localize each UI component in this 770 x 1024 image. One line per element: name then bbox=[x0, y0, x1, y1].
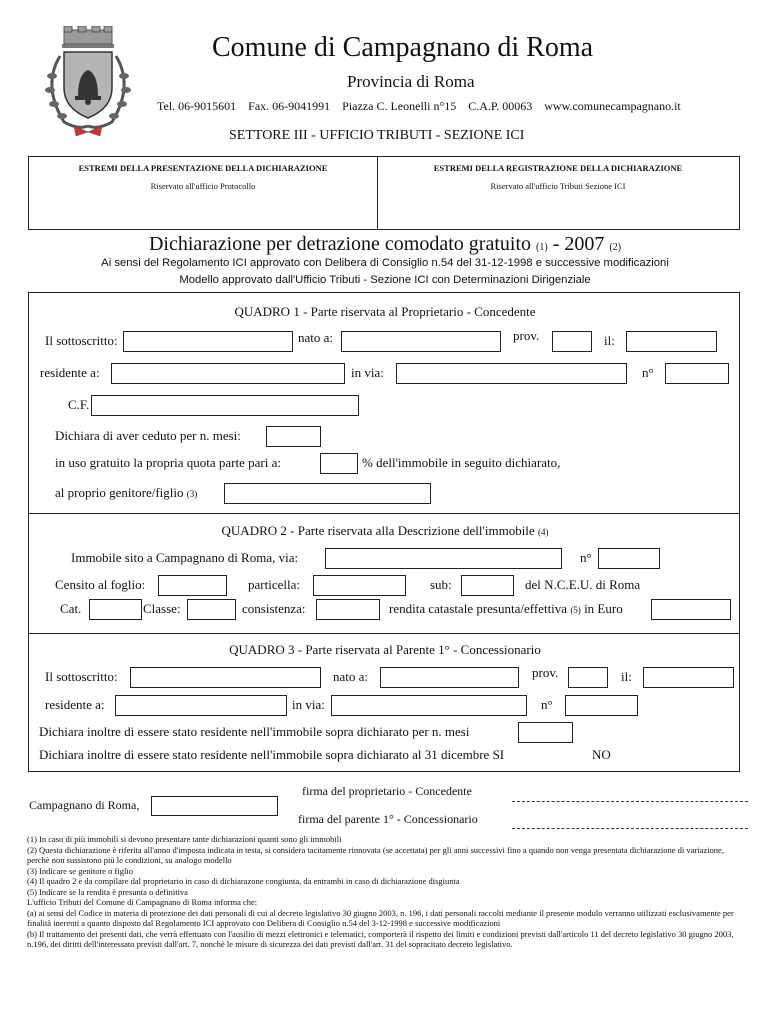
q1-cf-input[interactable] bbox=[91, 395, 359, 416]
q3-prov-input[interactable] bbox=[568, 667, 608, 688]
footnote-4: (4) Il quadro 2 e da compilare dal proprietario in caso di dichiarazone congiunta, da entrambi in caso di dichiarazione disgiunta bbox=[27, 876, 460, 886]
privacy-intro: L'ufficio Tributi del Comune di Campagnano di Roma informa che: bbox=[27, 897, 258, 907]
q3-residente-input[interactable] bbox=[115, 695, 287, 716]
q3-via-input[interactable] bbox=[331, 695, 527, 716]
q1-prov-label: prov. bbox=[513, 328, 540, 343]
contacts-line: Tel. 06-9015601 Fax. 06-9041991 Piazza C. Leonelli n°15 C.A.P. 00063 www.comunecampagnano.it bbox=[157, 99, 681, 113]
q2-euro-text: in Euro bbox=[584, 601, 623, 616]
q3-sottoscritto-input[interactable] bbox=[130, 667, 321, 688]
q2-sito-label: Immobile sito a Campagnano di Roma, via: bbox=[71, 550, 299, 565]
q3-il-label: il: bbox=[621, 669, 632, 684]
q1-il-label: il: bbox=[604, 333, 615, 348]
privacy-a: (a) ai sensi del Codice in materia di protezione dei dati personali di cui al decreto legislativo 30 giugno 2003, n. 196, i dati personali raccolti mediante il presente modulo verranno utilizzati esclusivamente per finalità inerenti a quanto disposto dal Regolamento ICI approvato con Delibera di Consiglio n.54 del 3-12-1998 e successive modificazioni bbox=[27, 907, 734, 928]
q1-nato-label: nato a: bbox=[298, 330, 334, 345]
q1-n-input[interactable] bbox=[665, 363, 729, 384]
quadro2-title-text: QUADRO 2 - Parte riservata alla Descrizione dell'immobile bbox=[221, 523, 535, 538]
q2-rendita-input[interactable] bbox=[651, 599, 731, 620]
q3-no-label: NO bbox=[592, 747, 611, 762]
q2-particella-label: particella: bbox=[248, 577, 300, 592]
q2-rendita-text: rendita catastale presunta/effettiva bbox=[389, 601, 568, 616]
q2-cat-label: Cat. bbox=[60, 601, 82, 616]
title-text: Dichiarazione per detrazione comodato gratuito bbox=[148, 233, 532, 255]
q1-sottoscritto-label: Il sottoscritto: bbox=[45, 333, 118, 348]
q1-via-label: in via: bbox=[351, 365, 384, 380]
reserved-divider bbox=[377, 156, 378, 230]
q1-mesi-input[interactable] bbox=[266, 426, 321, 447]
quadro-divider-1 bbox=[28, 513, 740, 514]
reserved-left-title: ESTREMI DELLA PRESENTAZIONE DELLA DICHIARAZIONE bbox=[78, 163, 328, 173]
reserved-left-sub: Riservato all'ufficio Protocollo bbox=[150, 181, 256, 191]
q1-genitore-text: al proprio genitore/figlio bbox=[55, 485, 184, 500]
title-year: - 2007 bbox=[552, 233, 605, 255]
q3-nato-label: nato a: bbox=[333, 669, 369, 684]
q2-classe-label: Classe: bbox=[143, 601, 181, 616]
q1-uso-label: in uso gratuito la propria quota parte pari a: bbox=[55, 455, 281, 470]
q3-dicembre-label: Dichiara inoltre di essere stato residente nell'immobile sopra dichiarato al 31 dicembre SI bbox=[39, 747, 505, 762]
q2-n-input[interactable] bbox=[598, 548, 660, 569]
q1-prov-input[interactable] bbox=[552, 331, 592, 352]
q2-particella-input[interactable] bbox=[313, 575, 406, 596]
q2-n-label: n° bbox=[580, 550, 592, 565]
owner-signature-line[interactable] bbox=[512, 801, 748, 802]
q3-mesi-input[interactable] bbox=[518, 722, 573, 743]
reserved-right-title: ESTREMI DELLA REGISTRAZIONE DELLA DICHIARAZIONE bbox=[433, 163, 683, 173]
footnote-5: (5) Indicare se la rendita è presunta o definitiva bbox=[27, 886, 188, 897]
q1-via-input[interactable] bbox=[396, 363, 627, 384]
footnotes bbox=[27, 834, 747, 950]
q1-residente-label: residente a: bbox=[40, 365, 100, 380]
quadro1-title: QUADRO 1 - Parte riservata al Proprietario - Concedente bbox=[234, 304, 536, 319]
q2-sub-input[interactable] bbox=[461, 575, 514, 596]
title-note: (1) bbox=[536, 242, 548, 253]
footnote-2: (2) Questa dichiarazione è riferita all'anno d'imposta indicata in testa, si considera tacitamente rinnovata (se accettata) per gli anni successivi fino a quando non venga presentata dichiarazione di variazione, perchè non sussistono più le condizioni, su analogo modello bbox=[27, 844, 724, 865]
relative-signature-line[interactable] bbox=[512, 828, 748, 829]
owner-signature-label: firma del proprietario - Concedente bbox=[302, 784, 472, 798]
quadro2-title bbox=[0, 523, 770, 539]
document-title bbox=[0, 233, 770, 256]
q2-classe-input[interactable] bbox=[187, 599, 236, 620]
place-label: Campagnano di Roma, bbox=[29, 798, 140, 812]
municipality-title: Comune di Campagnano di Roma bbox=[212, 32, 594, 63]
quadro3-title: QUADRO 3 - Parte riservata al Parente 1° - Concessionario bbox=[229, 642, 541, 657]
year-note: (2) bbox=[609, 242, 622, 253]
q2-foglio-input[interactable] bbox=[158, 575, 227, 596]
reserved-right-sub: Riservato all'ufficio Tributi Sezione ICI bbox=[490, 181, 626, 191]
q3-mesi-label: Dichiara inoltre di essere stato residente nell'immobile sopra dichiarato per n. mesi bbox=[39, 724, 470, 739]
q1-quota-input[interactable] bbox=[320, 453, 358, 474]
province-label: Provincia di Roma bbox=[347, 72, 475, 91]
q1-residente-input[interactable] bbox=[111, 363, 345, 384]
q2-sub-label: sub: bbox=[430, 577, 452, 592]
subtitle-model: Modello approvato dall'Ufficio Tributi - Sezione ICI con Determinazioni Dirigenziale bbox=[179, 274, 591, 286]
sector-label: SETTORE III - UFFICIO TRIBUTI - SEZIONE ICI bbox=[229, 128, 525, 143]
q2-consistenza-input[interactable] bbox=[316, 599, 380, 620]
q2-cat-input[interactable] bbox=[89, 599, 142, 620]
q1-genitore-label bbox=[55, 485, 197, 501]
q1-il-input[interactable] bbox=[626, 331, 717, 352]
q2-nceu-label: del N.C.E.U. di Roma bbox=[525, 577, 641, 592]
q3-via-label: in via: bbox=[292, 697, 325, 712]
date-input[interactable] bbox=[151, 796, 278, 816]
q1-percent-label: % dell'immobile in seguito dichiarato, bbox=[362, 455, 561, 470]
municipal-crest-icon bbox=[34, 26, 140, 138]
q3-prov-label: prov. bbox=[532, 665, 559, 680]
q2-rendita-note: (5) bbox=[570, 605, 581, 615]
q3-n-input[interactable] bbox=[565, 695, 638, 716]
q2-foglio-label: Censito al foglio: bbox=[55, 577, 146, 592]
q1-genitore-note: (3) bbox=[186, 489, 198, 499]
footnote-1: (1) In caso di più immobili si devono presentare tante dichiarazioni quanti sono gli immobili bbox=[27, 834, 342, 844]
q1-n-label: n° bbox=[642, 365, 654, 380]
relative-signature-label: firma del parente 1° - Concessionario bbox=[298, 812, 478, 826]
privacy-b: (b) Il trattamento dei presenti dati, che verrà effettuato con l'ausilio di mezzi elettronici e telematici, comporterà il rispetto dei limiti e condizioni previsti dall'articolo 11 del decreto legislativo 30 giugno 2003, n.196, dei diritti dell'interessato previsti dall'art. 7, nonchè le misure di sicurezza dei dati previsti dall'art. 31 del sopracitato decreto legislativo. bbox=[27, 928, 734, 949]
quadro2-title-note: (4) bbox=[537, 527, 549, 537]
q1-ceduto-label: Dichiara di aver ceduto per n. mesi: bbox=[55, 428, 241, 443]
q3-nato-input[interactable] bbox=[380, 667, 519, 688]
q1-cf-label: C.F. bbox=[68, 397, 90, 412]
q2-rendita-label bbox=[389, 601, 623, 617]
q3-n-label: n° bbox=[541, 697, 553, 712]
q3-il-input[interactable] bbox=[643, 667, 734, 688]
footnote-3: (3) Indicare se genitore o figlio bbox=[27, 865, 133, 876]
q1-nato-input[interactable] bbox=[341, 331, 501, 352]
q3-sottoscritto-label: Il sottoscritto: bbox=[45, 669, 118, 684]
q1-sottoscritto-input[interactable] bbox=[123, 331, 293, 352]
subtitle-regulation: Ai sensi del Regolamento ICI approvato con Delibera di Consiglio n.54 del 31-12-1998 e successive modificazioni bbox=[101, 257, 669, 269]
q3-residente-label: residente a: bbox=[45, 697, 105, 712]
quadro-divider-2 bbox=[28, 633, 740, 634]
q1-genitore-input[interactable] bbox=[224, 483, 431, 504]
q2-via-input[interactable] bbox=[325, 548, 562, 569]
q2-consistenza-label: consistenza: bbox=[242, 601, 306, 616]
